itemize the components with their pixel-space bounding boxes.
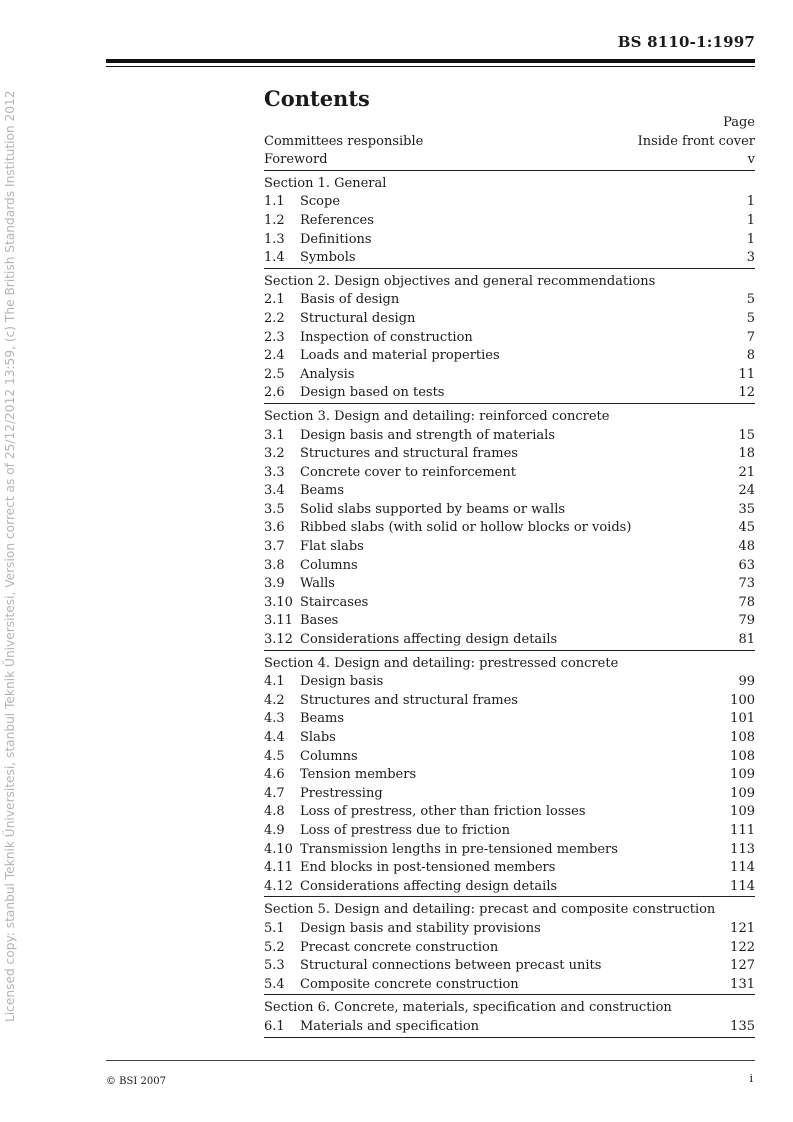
toc-entry-page: 18 xyxy=(738,446,755,462)
toc-entry-page: 8 xyxy=(746,348,755,364)
toc-entry-page: 7 xyxy=(746,329,755,345)
toc-entry-page: 113 xyxy=(730,841,755,857)
toc-entry-title: Beams xyxy=(300,711,344,727)
toc-entry[interactable] xyxy=(264,310,755,329)
toc-entry[interactable] xyxy=(264,519,755,538)
toc-entry[interactable] xyxy=(264,631,755,651)
toc-entry-left xyxy=(264,939,498,958)
toc-entry-number: 3.5 xyxy=(264,501,285,517)
toc-entry-left xyxy=(264,920,541,939)
toc-entry-number: 4.12 xyxy=(264,878,293,894)
toc-entry-page: 35 xyxy=(738,501,755,517)
toc-entry-title: Considerations affecting design details xyxy=(300,632,558,648)
toc-entry-number: 4.10 xyxy=(264,841,293,857)
toc-entry-title: Foreword xyxy=(264,152,328,168)
toc-section xyxy=(264,655,755,898)
toc-entry-page: 48 xyxy=(738,539,755,555)
toc-entry-title: Loads and material properties xyxy=(300,348,500,364)
toc-entry-left xyxy=(264,384,444,403)
toc-entry-number: 4.4 xyxy=(264,730,285,745)
toc-entry-left xyxy=(264,519,631,538)
toc-entry-page: 73 xyxy=(738,576,755,592)
toc-entry-page: 78 xyxy=(738,594,755,610)
toc-entry-page: 101 xyxy=(730,711,755,727)
toc-entry-left xyxy=(264,748,358,767)
toc-entry[interactable] xyxy=(264,501,755,520)
toc-entry-left xyxy=(264,594,368,613)
toc-entry-number: 4.1 xyxy=(264,674,285,690)
sections-list xyxy=(264,175,755,1038)
toc-entry-left xyxy=(264,859,555,878)
toc-entry-page: 121 xyxy=(730,920,755,936)
toc-section-title[interactable]: Section 3. Design and detailing: reinforced concrete xyxy=(264,408,610,424)
toc-entry-title: Columns xyxy=(300,557,358,573)
toc-entry-left xyxy=(264,310,415,329)
toc-entry-page: 99 xyxy=(738,674,755,690)
toc-entry-title: Solid slabs supported by beams or walls xyxy=(300,501,566,517)
toc-entry-number: 4.5 xyxy=(264,748,285,764)
toc-entry-title: Definitions xyxy=(300,231,372,247)
toc-entry-title: Committees responsible xyxy=(264,133,424,149)
toc-entry-left xyxy=(264,785,383,804)
toc-entry[interactable] xyxy=(264,748,755,767)
toc-entry-number: 3.12 xyxy=(264,632,293,648)
toc-section-title[interactable]: Section 5. Design and detailing: precast and composite construction xyxy=(264,902,716,918)
toc-entry[interactable] xyxy=(264,841,755,860)
toc-entry-left xyxy=(264,729,336,748)
toc-entry-page: 108 xyxy=(730,730,755,745)
toc-entry-page: 108 xyxy=(730,748,755,764)
toc-entry-title: Design basis and stability provisions xyxy=(300,920,541,936)
toc-entry-left xyxy=(264,501,565,520)
toc-entry-number: 4.9 xyxy=(264,822,285,838)
toc-entry-page: 5 xyxy=(746,310,755,326)
toc-entry-number: 5.1 xyxy=(264,920,285,936)
toc-entry[interactable] xyxy=(264,212,755,231)
toc-entry[interactable] xyxy=(264,692,755,711)
toc-entry-left xyxy=(264,803,586,822)
toc-entry-left xyxy=(264,427,555,446)
toc-entry-number: 6.1 xyxy=(264,1018,285,1034)
toc-entry-title: Scope xyxy=(300,194,341,210)
toc-entry-title: End blocks in post-tensioned members xyxy=(300,860,556,876)
toc-entry-title: Concrete cover to reinforcement xyxy=(300,464,516,480)
toc-entry-page: 3 xyxy=(746,250,755,266)
toc-entry-number: 2.5 xyxy=(264,366,285,382)
toc-entry-page: 109 xyxy=(730,785,755,801)
toc-entry[interactable] xyxy=(264,939,755,958)
toc-entry-title: Composite concrete construction xyxy=(300,976,519,992)
toc-entry-title: Loss of prestress due to friction xyxy=(300,822,510,838)
toc-entry[interactable] xyxy=(264,673,755,692)
toc-entry[interactable] xyxy=(264,729,755,748)
toc-entry-page: 79 xyxy=(738,613,755,629)
toc-section xyxy=(264,273,755,404)
toc-entry-number: 3.2 xyxy=(264,446,285,462)
toc-entry-page: 15 xyxy=(738,427,755,443)
toc-entry[interactable] xyxy=(264,366,755,385)
toc-entry[interactable] xyxy=(264,482,755,501)
toc-entry-number: 3.8 xyxy=(264,557,285,573)
toc-entry-left xyxy=(264,575,335,594)
toc-entry-left xyxy=(264,347,500,366)
toc-section-title[interactable]: Section 1. General xyxy=(264,175,387,191)
toc-entry-left xyxy=(264,193,340,212)
contents-block xyxy=(264,84,755,1038)
toc-entry-left xyxy=(264,766,416,785)
toc-entry-left xyxy=(264,692,518,711)
toc-entry[interactable] xyxy=(264,766,755,785)
toc-entry-page: 114 xyxy=(730,860,755,876)
toc-entry[interactable] xyxy=(264,803,755,822)
toc-entry-page: 111 xyxy=(730,822,755,838)
toc-entry[interactable] xyxy=(264,710,755,729)
toc-entry-page: 109 xyxy=(730,804,755,820)
toc-entry-title: Structures and structural frames xyxy=(300,446,518,462)
toc-entry-number: 2.6 xyxy=(264,385,285,401)
toc-entry-title: Basis of design xyxy=(300,292,400,308)
toc-entry-title: Materials and specification xyxy=(300,1018,480,1034)
toc-entry-number: 4.3 xyxy=(264,711,285,727)
toc-entry[interactable] xyxy=(264,329,755,348)
toc-entry-number: 2.2 xyxy=(264,310,285,326)
toc-entry[interactable] xyxy=(264,859,755,878)
toc-entry-page: 122 xyxy=(730,939,755,955)
front-matter-list xyxy=(264,133,755,171)
toc-entry-page: 109 xyxy=(730,767,755,783)
toc-entry-number: 1.4 xyxy=(264,250,285,266)
toc-entry[interactable] xyxy=(264,193,755,212)
license-watermark: Licensed copy: stanbul Teknik Üniversitesi, stanbul Teknik Üniversitesi, Version correct as of 25/12/2012 13:59, (c) The British Standards Institution 2012 xyxy=(3,90,17,1022)
toc-entry-page: 12 xyxy=(738,385,755,401)
toc-front-entry[interactable] xyxy=(264,133,755,152)
toc-entry-number: 1.2 xyxy=(264,212,285,228)
toc-entry-number: 4.7 xyxy=(264,785,285,801)
toc-entry[interactable] xyxy=(264,785,755,804)
toc-entry-left xyxy=(264,976,519,995)
toc-entry-number: 4.2 xyxy=(264,692,285,708)
toc-entry-left xyxy=(264,1018,479,1037)
toc-entry-number: 3.7 xyxy=(264,539,285,555)
toc-entry-left xyxy=(264,557,358,576)
toc-entry-number: 3.11 xyxy=(264,613,293,629)
toc-entry-title: Columns xyxy=(300,748,358,764)
toc-entry-title: Slabs xyxy=(300,730,336,745)
toc-entry-title: Walls xyxy=(300,576,335,592)
document-id: BS 8110-1:1997 xyxy=(617,33,755,51)
toc-entry-left xyxy=(264,878,557,897)
toc-entry[interactable] xyxy=(264,557,755,576)
toc-entry-left xyxy=(264,464,516,483)
toc-entry-page: 5 xyxy=(746,292,755,308)
toc-entry[interactable] xyxy=(264,231,755,250)
toc-entry[interactable] xyxy=(264,575,755,594)
header-rule-thick xyxy=(106,59,755,63)
toc-section-title[interactable]: Section 4. Design and detailing: prestressed concrete xyxy=(264,655,619,671)
toc-entry-left xyxy=(264,212,374,231)
toc-entry-title: Structural design xyxy=(300,310,416,326)
toc-entry-number: 1.1 xyxy=(264,194,285,210)
toc-entry-title: Inspection of construction xyxy=(300,329,473,345)
toc-entry[interactable] xyxy=(264,427,755,446)
toc-entry-title: Structural connections between precast units xyxy=(300,958,602,974)
contents-title: Contents xyxy=(264,86,370,111)
toc-entry[interactable] xyxy=(264,920,755,939)
toc-entry-left xyxy=(264,445,518,464)
toc-entry-title: Design basis and strength of materials xyxy=(300,427,555,443)
toc-entry-title: Beams xyxy=(300,483,344,499)
toc-entry-title: Ribbed slabs (with solid or hollow blocks or voids) xyxy=(300,520,632,536)
toc-entry-left xyxy=(264,822,510,841)
toc-entry-left xyxy=(264,673,383,692)
toc-entry[interactable] xyxy=(264,249,755,269)
toc-entry-title: Structures and structural frames xyxy=(300,692,518,708)
toc-entry-left xyxy=(264,329,473,348)
toc-section-title[interactable]: Section 6. Concrete, materials, specification and construction xyxy=(264,1000,672,1016)
toc-entry-page: Inside front cover xyxy=(637,133,755,149)
toc-entry[interactable] xyxy=(264,957,755,976)
toc-section xyxy=(264,175,755,269)
toc-entry-left xyxy=(264,231,372,250)
toc-entry[interactable] xyxy=(264,445,755,464)
toc-entry-page: 21 xyxy=(738,464,755,480)
toc-section xyxy=(264,408,755,651)
toc-entry-left xyxy=(264,612,338,631)
toc-entry-number: 4.8 xyxy=(264,804,285,820)
toc-section xyxy=(264,999,755,1037)
toc-entry-title: Prestressing xyxy=(300,785,383,801)
toc-entry-title: Design basis xyxy=(300,674,384,690)
toc-entry-title: Flat slabs xyxy=(300,539,364,555)
toc-entry-left xyxy=(264,631,557,650)
toc-entry-title: Tension members xyxy=(300,767,417,783)
toc-entry-title: Transmission lengths in pre-tensioned members xyxy=(300,841,618,857)
footer-rule xyxy=(106,1060,755,1061)
toc-entry[interactable] xyxy=(264,347,755,366)
toc-entry-page: v xyxy=(747,152,755,168)
toc-entry[interactable] xyxy=(264,384,755,404)
toc-entry-title: References xyxy=(300,212,374,228)
toc-entry-page: 63 xyxy=(738,557,755,573)
toc-entry-title: Precast concrete construction xyxy=(300,939,499,955)
toc-entry-page: 81 xyxy=(738,632,755,648)
toc-entry-page: 1 xyxy=(746,231,755,247)
toc-entry-number: 3.9 xyxy=(264,576,285,592)
header-rule-thin xyxy=(106,66,755,67)
toc-entry-page: 135 xyxy=(730,1018,755,1034)
toc-entry-page: 127 xyxy=(730,958,755,974)
toc-entry-page: 24 xyxy=(738,483,755,499)
toc-entry-page: 100 xyxy=(730,692,755,708)
toc-entry-number: 5.4 xyxy=(264,976,285,992)
toc-entry-number: 5.3 xyxy=(264,958,285,974)
toc-entry[interactable] xyxy=(264,291,755,310)
toc-entry-left xyxy=(264,291,399,310)
toc-entry-number: 5.2 xyxy=(264,939,285,955)
page-number: i xyxy=(749,1072,753,1085)
toc-entry-number: 4.6 xyxy=(264,767,285,783)
toc-entry-number: 3.1 xyxy=(264,427,285,443)
toc-entry-left xyxy=(264,249,356,268)
toc-front-entry[interactable] xyxy=(264,151,755,171)
page-column-label: Page xyxy=(723,115,755,130)
toc-entry-left xyxy=(264,841,618,860)
copyright-notice: © BSI 2007 xyxy=(106,1076,166,1087)
toc-entry[interactable] xyxy=(264,822,755,841)
toc-entry-number: 1.3 xyxy=(264,231,285,247)
toc-entry-page: 45 xyxy=(738,520,755,536)
toc-entry[interactable] xyxy=(264,594,755,613)
toc-entry-title: Analysis xyxy=(300,366,355,382)
toc-entry-page: 114 xyxy=(730,878,755,894)
toc-entry[interactable] xyxy=(264,538,755,557)
toc-entry-title: Loss of prestress, other than friction losses xyxy=(300,804,586,820)
toc-entry-title: Staircases xyxy=(300,594,369,610)
toc-entry-title: Symbols xyxy=(300,250,356,266)
toc-entry-left xyxy=(264,710,344,729)
toc-entry[interactable] xyxy=(264,612,755,631)
toc-entry-left xyxy=(264,957,601,976)
toc-entry[interactable] xyxy=(264,1018,755,1038)
toc-entry-number: 3.10 xyxy=(264,594,293,610)
toc-entry-title: Bases xyxy=(300,613,339,629)
toc-entry-number: 4.11 xyxy=(264,860,293,876)
toc-entry-page: 1 xyxy=(746,194,755,210)
toc-entry-left xyxy=(264,538,364,557)
toc-section-title[interactable]: Section 2. Design objectives and general recommendations xyxy=(264,273,656,289)
toc-section xyxy=(264,901,755,995)
toc-entry[interactable] xyxy=(264,976,755,996)
toc-entry-page: 131 xyxy=(730,976,755,992)
toc-entry-left xyxy=(264,482,344,501)
toc-entry-left xyxy=(264,366,355,385)
toc-entry-title: Design based on tests xyxy=(300,385,445,401)
toc-entry[interactable] xyxy=(264,464,755,483)
toc-entry-title: Considerations affecting design details xyxy=(300,878,558,894)
toc-entry-number: 2.3 xyxy=(264,329,285,345)
toc-entry-number: 3.6 xyxy=(264,520,285,536)
toc-entry-number: 2.4 xyxy=(264,348,285,364)
toc-entry[interactable] xyxy=(264,878,755,898)
toc-entry-page: 11 xyxy=(738,366,755,382)
toc-entry-page: 1 xyxy=(746,212,755,228)
toc-entry-number: 3.3 xyxy=(264,464,285,480)
toc-entry-number: 2.1 xyxy=(264,292,285,308)
toc-entry-number: 3.4 xyxy=(264,483,285,499)
